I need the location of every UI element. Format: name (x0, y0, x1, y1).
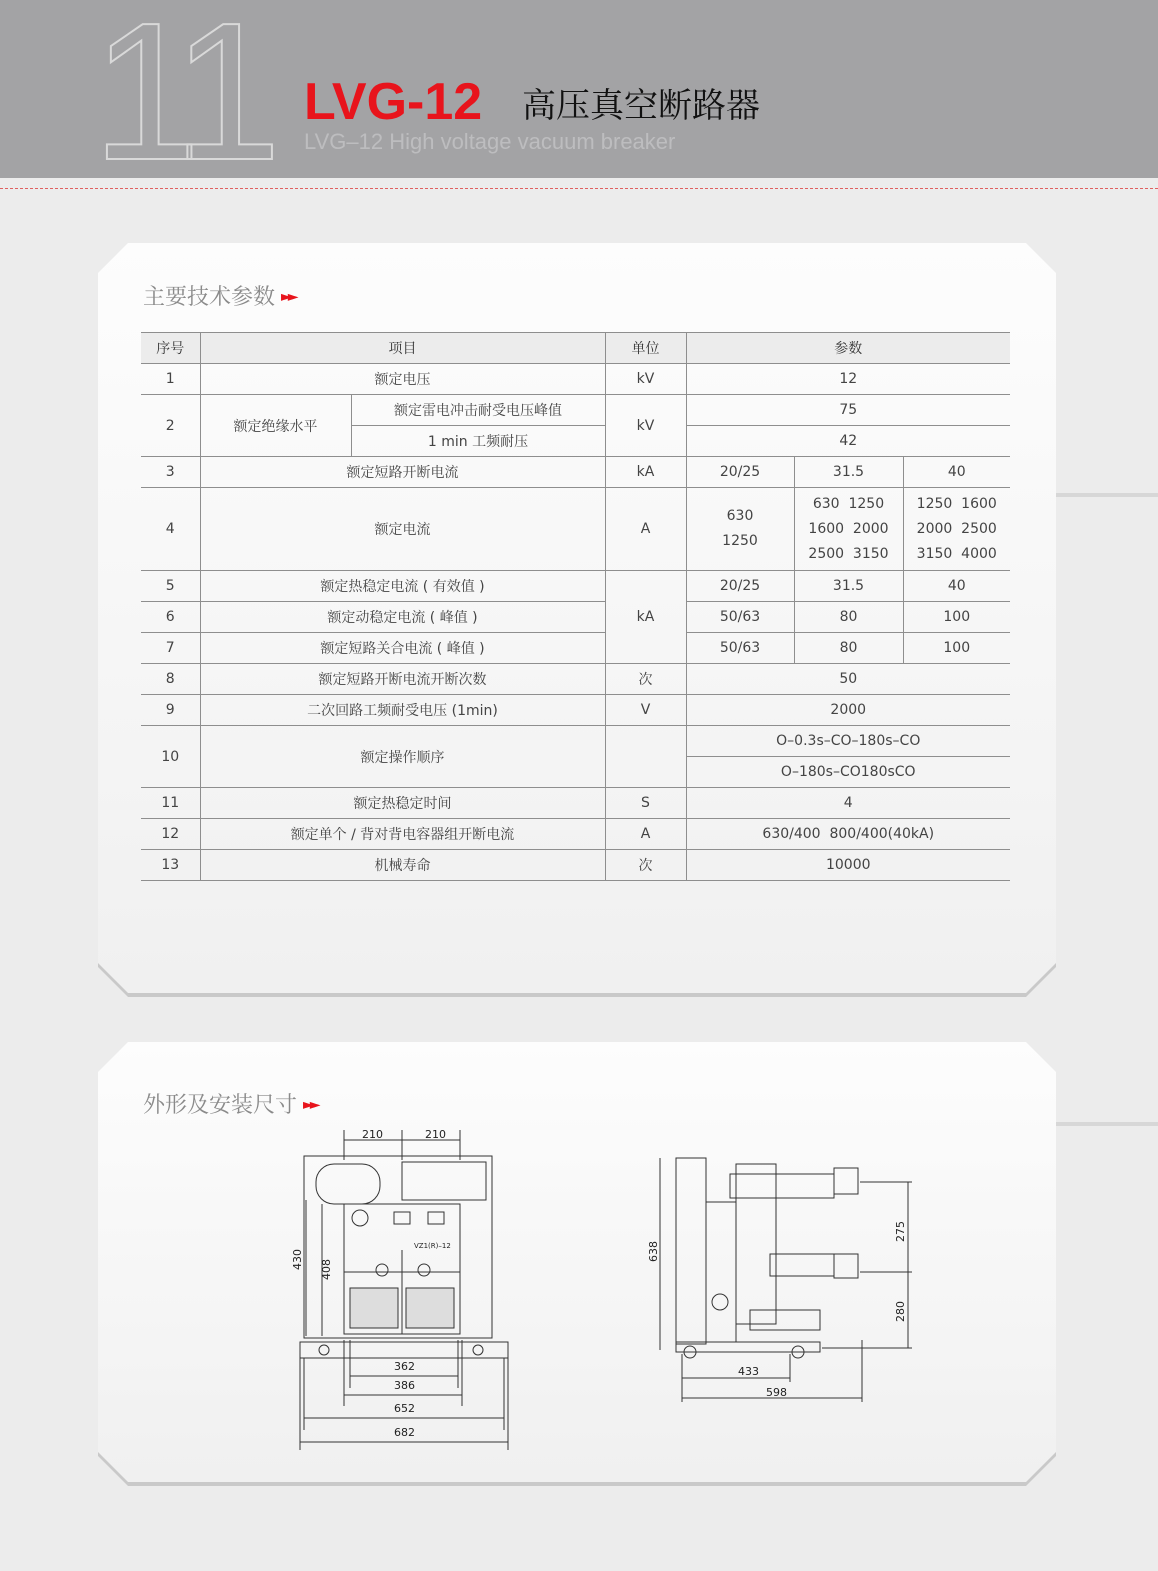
row-no: 7 (141, 633, 200, 664)
table-row (141, 602, 1010, 633)
row-no: 6 (141, 602, 200, 633)
row-no: 1 (141, 364, 200, 395)
table-row (141, 850, 1010, 881)
row-value: 42 (686, 426, 1010, 457)
value-line: 1250 (722, 533, 758, 549)
row-item: 二次回路工频耐受电压 (1min) (200, 695, 605, 726)
product-title-cn: 高压真空断路器 (522, 86, 760, 126)
dimension-section-title: 外形及安装尺寸 ►► (143, 1093, 317, 1118)
dim-433: 433 (738, 1365, 759, 1378)
table-row (141, 664, 1010, 695)
row-value: 80 (794, 633, 903, 664)
page-header (0, 0, 1158, 201)
dim-210-left: 210 (362, 1128, 383, 1141)
row-value: 75 (686, 395, 1010, 426)
value-line: 1250 1600 (916, 495, 997, 512)
row-value: 10000 (686, 850, 1010, 881)
dim-652: 652 (394, 1402, 415, 1415)
table-row (141, 819, 1010, 850)
value-line: 2000 2500 (916, 520, 997, 537)
row-value: 100 (903, 602, 1010, 633)
row-value: 50 (686, 664, 1010, 695)
spec-section-title: 主要技术参数 ►► (143, 285, 295, 310)
row-value: 4 (686, 788, 1010, 819)
table-row (141, 488, 1010, 571)
table-row (141, 364, 1010, 395)
value-line: 630 1250 (812, 495, 885, 512)
table-row (141, 457, 1010, 488)
decor-line (1048, 493, 1158, 497)
value-line: 2500 3150 (808, 545, 889, 562)
double-arrow-icon: ►► (281, 289, 295, 305)
header-item: 项目 (200, 333, 605, 364)
row-value (903, 488, 1010, 571)
dim-430: 430 (291, 1249, 304, 1270)
row-value: 12 (686, 364, 1010, 395)
row-no: 9 (141, 695, 200, 726)
table-header-row (141, 333, 1010, 364)
row-unit: 次 (605, 664, 686, 695)
row-unit: kV (605, 364, 686, 395)
table-row (141, 633, 1010, 664)
row-value: 80 (794, 602, 903, 633)
row-item: 额定热稳定电流 ( 有效值 ) (200, 571, 605, 602)
side-view-drawing (640, 1150, 930, 1410)
row-item: 额定动稳定电流 ( 峰值 ) (200, 602, 605, 633)
row-unit (605, 726, 686, 788)
header-unit: 单位 (605, 333, 686, 364)
row-item: 额定电流 (200, 488, 605, 571)
dim-598: 598 (766, 1386, 787, 1399)
product-title-en: LVG–12 High voltage vacuum breaker (304, 129, 676, 154)
row-unit: S (605, 788, 686, 819)
spec-table (141, 332, 1010, 881)
row-value: 40 (903, 571, 1010, 602)
row-group: 额定绝缘水平 (200, 395, 351, 457)
row-no: 5 (141, 571, 200, 602)
row-unit: A (605, 488, 686, 571)
row-value: 40 (903, 457, 1010, 488)
row-value: 20/25 (686, 457, 794, 488)
row-item: 额定短路开断电流开断次数 (200, 664, 605, 695)
row-item: 额定短路开断电流 (200, 457, 605, 488)
row-item: 额定短路关合电流 ( 峰值 ) (200, 633, 605, 664)
row-value: 20/25 (686, 571, 794, 602)
dim-682: 682 (394, 1426, 415, 1439)
row-item: 额定电压 (200, 364, 605, 395)
row-item: 额定操作顺序 (200, 726, 605, 788)
row-no: 10 (141, 726, 200, 788)
row-value: 630/400 800/400(40kA) (686, 819, 1010, 850)
value-line: 1600 2000 (808, 520, 889, 537)
dim-638: 638 (647, 1241, 660, 1262)
row-value: O–180s–CO180sCO (686, 757, 1010, 788)
row-unit: V (605, 695, 686, 726)
row-value: 100 (903, 633, 1010, 664)
row-unit: A (605, 819, 686, 850)
row-value: 31.5 (794, 457, 903, 488)
nameplate-label: VZ1(R)–12 (414, 1242, 451, 1250)
table-row (141, 395, 1010, 426)
row-unit: kA (605, 571, 686, 664)
table-row (141, 695, 1010, 726)
row-item: 额定单个 / 背对背电容器组开断电流 (200, 819, 605, 850)
dim-408: 408 (320, 1259, 333, 1280)
header-no: 序号 (141, 333, 200, 364)
decor-line (1048, 1122, 1158, 1126)
row-unit: kA (605, 457, 686, 488)
row-no: 11 (141, 788, 200, 819)
dashed-divider (0, 188, 1158, 189)
row-value (686, 488, 794, 571)
row-no: 2 (141, 395, 200, 457)
page-number: 11 (92, 0, 268, 201)
row-value: 2000 (686, 695, 1010, 726)
row-value: 31.5 (794, 571, 903, 602)
row-value (794, 488, 903, 571)
value-line: 630 (726, 508, 754, 524)
row-subitem: 额定雷电冲击耐受电压峰值 (351, 395, 605, 426)
dim-275: 275 (894, 1221, 907, 1242)
row-no: 8 (141, 664, 200, 695)
table-row (141, 571, 1010, 602)
row-value: O–0.3s–CO–180s–CO (686, 726, 1010, 757)
front-view-drawing (280, 1120, 530, 1450)
row-no: 13 (141, 850, 200, 881)
header-param: 参数 (686, 333, 1010, 364)
dim-362: 362 (394, 1360, 415, 1373)
row-value: 50/63 (686, 633, 794, 664)
model-title: LVG-12 (304, 73, 483, 131)
value-line: 3150 4000 (916, 545, 997, 562)
dim-210-right: 210 (425, 1128, 446, 1141)
row-unit: kV (605, 395, 686, 457)
row-no: 3 (141, 457, 200, 488)
double-arrow-icon: ►► (303, 1097, 317, 1113)
dim-386: 386 (394, 1379, 415, 1392)
row-subitem: 1 min 工频耐压 (351, 426, 605, 457)
table-row (141, 788, 1010, 819)
dim-280: 280 (894, 1301, 907, 1322)
row-no: 4 (141, 488, 200, 571)
row-value: 50/63 (686, 602, 794, 633)
row-unit: 次 (605, 850, 686, 881)
row-item: 额定热稳定时间 (200, 788, 605, 819)
row-item: 机械寿命 (200, 850, 605, 881)
table-row (141, 726, 1010, 757)
row-no: 12 (141, 819, 200, 850)
